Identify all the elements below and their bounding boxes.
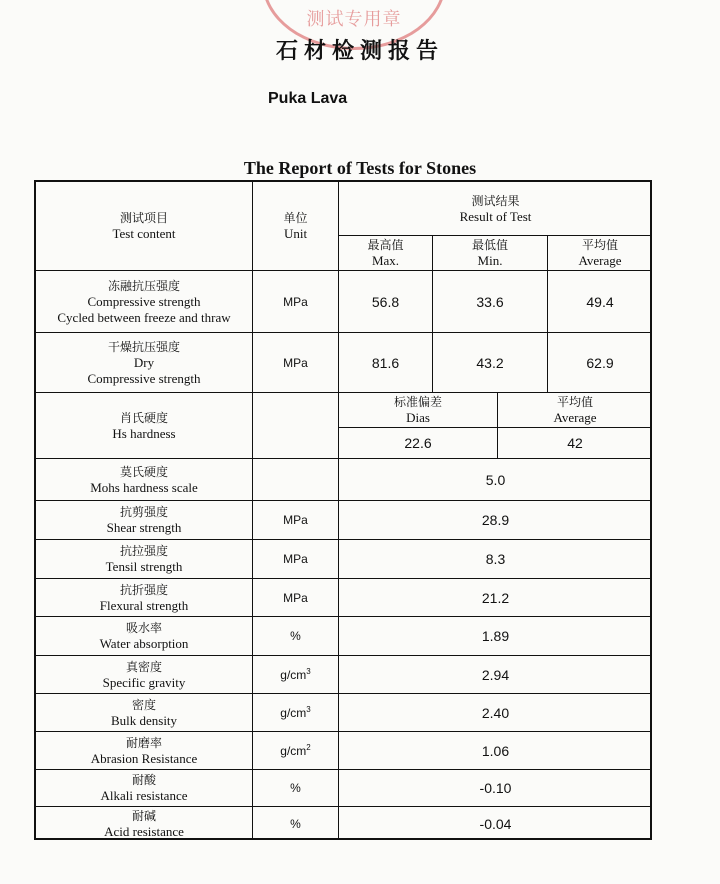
freeze-average: 49.4 xyxy=(586,293,614,310)
header-average xyxy=(548,236,652,270)
flexural-unit: MPa xyxy=(283,590,308,605)
gravity-en: Specific gravity xyxy=(102,674,186,690)
water-value: 1.89 xyxy=(481,628,510,644)
abrasion-cn: 耐磨率 xyxy=(125,735,162,750)
hs-dias-value: 22.6 xyxy=(404,435,432,451)
acid-value: -0.04 xyxy=(479,815,512,832)
gravity-unit: $g/cm^3$ xyxy=(280,666,311,682)
header-test-en: Test content xyxy=(112,226,176,241)
dry-max: 81.6 xyxy=(371,354,400,371)
header-result-en: Result of Test xyxy=(459,208,532,224)
row-acid-label xyxy=(36,807,252,840)
bulk-unit: $g/cm^3$ xyxy=(280,704,311,720)
water-cn: 吸水率 xyxy=(125,621,162,635)
alkali-en: Alkali resistance xyxy=(100,788,188,803)
hs-dias-en: Dias xyxy=(406,410,430,425)
freeze-cn: 冻融抗压强度 xyxy=(107,278,180,293)
header-max-en: Max. xyxy=(371,253,400,268)
stamp-text: 测试专用章 xyxy=(306,9,402,30)
tensil-en: Tensil strength xyxy=(105,559,183,574)
header-unit-cn: 单位 xyxy=(283,211,308,225)
shear-unit: MPa xyxy=(283,513,308,527)
report-title-english: The Report of Tests for Stones xyxy=(243,158,477,178)
freeze-max: 56.8 xyxy=(371,293,400,310)
water-unit: % xyxy=(290,629,301,643)
row-freeze-label xyxy=(36,271,252,332)
shear-cn: 抗剪强度 xyxy=(119,505,168,519)
dry-en2: Compressive strength xyxy=(87,370,201,386)
dry-unit: MPa xyxy=(283,355,308,370)
header-test-content xyxy=(36,182,252,270)
header-average-en: Average xyxy=(578,253,622,268)
acid-unit: % xyxy=(290,816,301,831)
header-min-en: Min. xyxy=(477,253,503,268)
bulk-value: 2.40 xyxy=(481,704,510,721)
acid-cn: 耐碱 xyxy=(131,808,156,823)
freeze-unit: MPa xyxy=(283,294,308,309)
row-water-label xyxy=(36,617,252,655)
mohs-en: Mohs hardness scale xyxy=(90,479,198,495)
header-unit xyxy=(253,182,338,270)
row-hs-label xyxy=(36,393,252,458)
report-title-chinese: 石材检测报告 xyxy=(275,39,444,64)
alkali-unit: % xyxy=(290,781,301,795)
test-results-table xyxy=(34,180,652,840)
flexural-en: Flexural strength xyxy=(99,597,189,613)
bulk-en: Bulk density xyxy=(110,712,178,728)
freeze-en2: Cycled between freeze and thraw xyxy=(57,309,231,325)
row-mohs-label xyxy=(36,459,252,500)
hs-average-value: 42 xyxy=(567,435,583,451)
row-flexural-label xyxy=(36,579,252,616)
abrasion-en: Abrasion Resistance xyxy=(90,750,198,766)
tensil-value: 8.3 xyxy=(485,551,506,567)
hs-average-header xyxy=(498,393,652,427)
flexural-cn: 抗折强度 xyxy=(119,582,168,597)
header-result-cn: 测试结果 xyxy=(471,193,520,208)
hs-average-cn: 平均值 xyxy=(556,395,593,409)
tensil-cn: 抗拉强度 xyxy=(119,544,168,558)
mohs-unit xyxy=(253,459,338,500)
header-result xyxy=(339,182,652,235)
row-alkali-label xyxy=(36,770,252,806)
header-max-cn: 最高值 xyxy=(367,238,404,252)
header-test-cn: 测试项目 xyxy=(119,211,168,225)
hs-dias-cn: 标准偏差 xyxy=(393,395,442,409)
dry-average: 62.9 xyxy=(586,354,614,371)
dry-cn: 干燥抗压强度 xyxy=(107,339,180,354)
abrasion-value: 1.06 xyxy=(481,742,510,759)
dry-en1: Dry xyxy=(133,354,155,370)
row-tensil-label xyxy=(36,540,252,578)
shear-value: 28.9 xyxy=(481,512,510,528)
freeze-en1: Compressive strength xyxy=(87,293,201,309)
bulk-cn: 密度 xyxy=(131,697,156,712)
dry-min: 43.2 xyxy=(476,354,504,371)
header-max xyxy=(339,236,432,270)
hs-average-en: Average xyxy=(553,410,597,425)
header-min-cn: 最低值 xyxy=(471,238,508,252)
header-unit-en: Unit xyxy=(283,226,308,241)
hs-cn: 肖氏硬度 xyxy=(119,410,168,425)
flexural-value: 21.2 xyxy=(481,589,510,606)
hs-dias-header xyxy=(339,393,497,427)
mohs-value: 5.0 xyxy=(485,471,506,488)
mohs-cn: 莫氏硬度 xyxy=(119,464,168,479)
water-en: Water absorption xyxy=(99,636,189,651)
freeze-min: 33.6 xyxy=(476,293,504,310)
acid-en: Acid resistance xyxy=(104,823,184,839)
shear-en: Shear strength xyxy=(106,520,182,535)
header-min xyxy=(433,236,547,270)
header-average-cn: 平均值 xyxy=(581,238,618,252)
hs-en: Hs hardness xyxy=(112,425,176,441)
gravity-value: 2.94 xyxy=(481,666,510,683)
alkali-value: -0.10 xyxy=(479,780,512,796)
abrasion-unit: $g/cm^2$ xyxy=(280,742,311,758)
tensil-unit: MPa xyxy=(283,552,308,566)
row-gravity-label xyxy=(36,656,252,693)
row-bulk-label xyxy=(36,694,252,731)
product-name: Puka Lava xyxy=(268,90,348,107)
row-shear-label xyxy=(36,501,252,539)
row-abrasion-label xyxy=(36,732,252,769)
gravity-cn: 真密度 xyxy=(125,659,162,674)
row-dry-label xyxy=(36,333,252,392)
alkali-cn: 耐酸 xyxy=(131,773,156,787)
